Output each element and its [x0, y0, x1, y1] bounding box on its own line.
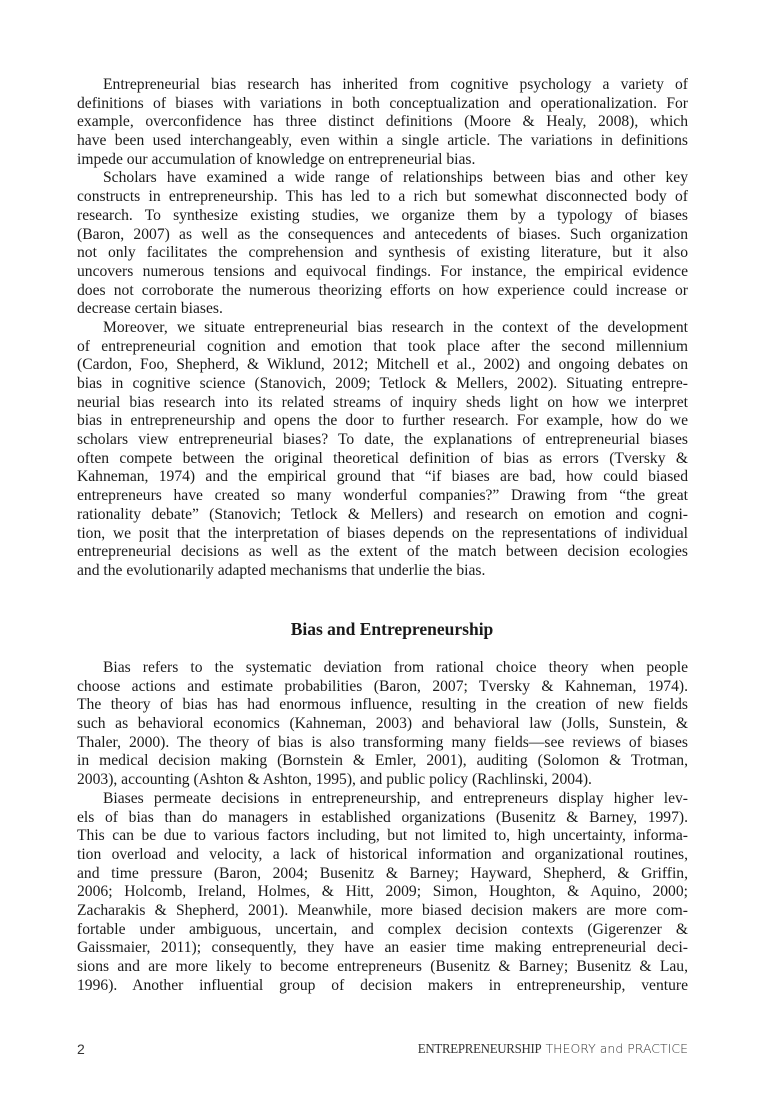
text-line: and time pressure (Baron, 2004; Busenitz & Barney; Hayward, Shepherd, & Griffin,	[77, 864, 688, 882]
text-line: example, overconfidence has three distinct definitions (Moore & Healy, 2008), which	[77, 113, 688, 131]
text-line: entrepreneurs have created so many wonderful companies?” Drawing from “the great	[77, 487, 688, 505]
text-line: els of bias than do managers in established organizations (Busenitz & Barney, 1997).	[77, 808, 688, 826]
text-line: decrease certain biases.	[77, 300, 223, 318]
text-line: rationality debate” (Stanovich; Tetlock & Mellers) and research on emotion and cogni-	[77, 505, 688, 523]
text-line: sions and are more likely to become entrepreneurs (Busenitz & Barney; Busenitz & Lau,	[77, 958, 688, 975]
paragraph	[77, 790, 688, 996]
journal-name-bold: ENTREPRENEURSHIP	[417, 1042, 542, 1057]
text-line: (Cardon, Foo, Shepherd, & Wiklund, 2012; Mitchell et al., 2002) and ongoing debates on	[77, 356, 688, 374]
text-line: Thaler, 2000). The theory of bias is also transforming many fields—see reviews of biases	[77, 733, 688, 751]
body-text-before-heading	[77, 76, 688, 581]
text-line: entrepreneurial decisions as well as the extent of the match between decision ecologies	[77, 543, 688, 561]
text-line: bias in entrepreneurship and opens the door to further research. For example, how do we	[77, 412, 688, 430]
text-line: and the evolutionarily adapted mechanisms that underlie the bias.	[77, 561, 486, 579]
text-line: This can be due to various factors including, but not limited to, high uncertainty, informa-	[77, 827, 688, 845]
paragraph	[77, 659, 688, 790]
text-line: constructs in entrepreneurship. This has led to a rich but somewhat disconnected body of	[77, 188, 688, 206]
text-line: (Baron, 2007) as well as the consequences and antecedents of biases. Such organization	[77, 225, 688, 243]
text-line: 1996). Another influential group of decision makers in entrepreneurship, venture	[77, 976, 688, 994]
text-line: uncovers numerous tensions and equivocal findings. For instance, the empirical evidence	[77, 262, 688, 280]
text-line: does not corroborate the numerous theorizing efforts on how experience could increase or	[77, 281, 688, 299]
text-line: Kahneman, 1974) and the empirical ground that “if biases are bad, how could biased	[77, 468, 688, 486]
journal-name	[407, 1041, 688, 1058]
text-line: not only facilitates the comprehension and synthesis of existing literature, but it also	[77, 244, 688, 262]
text-line: Bias refers to the systematic deviation from rational choice theory when people	[103, 659, 688, 676]
text-line: Biases permeate decisions in entrepreneurship, and entrepreneurs display higher lev-	[103, 789, 688, 807]
text-line: tion overload and velocity, a lack of historical information and organizational routines,	[77, 845, 688, 863]
text-line: scholars view entrepreneurial biases? To date, the explanations of entrepreneurial biases	[77, 431, 688, 449]
paragraph	[77, 319, 688, 581]
paragraph	[77, 169, 688, 319]
text-line: Gaissmaier, 2011); consequently, they have an easier time making entrepreneurial deci-	[77, 939, 688, 957]
text-line: research. To synthesize existing studies, we organize them by a typology of biases	[77, 206, 688, 224]
text-line: The theory of bias has had enormous influence, resulting in the creation of new fields	[77, 696, 688, 714]
journal-name-rest: THEORY and PRACTICE	[541, 1041, 688, 1056]
page-footer	[77, 1041, 688, 1061]
text-line: such as behavioral economics (Kahneman, 2003) and behavioral law (Jolls, Sunstein, &	[77, 715, 688, 733]
text-line: neurial bias research into its related streams of inquiry sheds light on how we interpret	[77, 393, 688, 411]
paragraph	[77, 76, 688, 169]
section-heading: Bias and Entrepreneurship	[290, 619, 494, 639]
text-line: of entrepreneurial cognition and emotion that took place after the second millennium	[77, 337, 688, 355]
text-line: 2006; Holcomb, Ireland, Holmes, & Hitt, 2009; Simon, Houghton, & Aquino, 2000;	[77, 883, 688, 901]
body-text-after-heading	[77, 659, 688, 995]
text-line: often compete between the original theoretical definition of bias as errors (Tversky &	[77, 449, 688, 467]
text-line: tion, we posit that the interpretation of biases depends on the representations of individual	[77, 524, 688, 542]
text-line: fortable under ambiguous, uncertain, and complex decision contexts (Gigerenzer &	[77, 920, 688, 938]
text-line: impede our accumulation of knowledge on entrepreneurial bias.	[77, 150, 476, 168]
text-line: bias in cognitive science (Stanovich, 2009; Tetlock & Mellers, 2002). Situating entrepre-	[77, 375, 688, 392]
text-line: Entrepreneurial bias research has inherited from cognitive psychology a variety of	[103, 76, 688, 93]
text-line: Moreover, we situate entrepreneurial bias research in the context of the development	[103, 318, 688, 336]
text-line: have been used interchangeably, even within a single article. The variations in definitions	[77, 132, 688, 150]
text-line: Zacharakis & Shepherd, 2001). Meanwhile, more biased decision makers are more com-	[77, 901, 688, 919]
text-line: Scholars have examined a wide range of relationships between bias and other key	[103, 169, 688, 187]
text-line: definitions of biases with variations in both conceptualization and operationalization. For	[77, 94, 688, 112]
text-line: choose actions and estimate probabilities (Baron, 2007; Tversky & Kahneman, 1974).	[77, 677, 688, 695]
text-line: in medical decision making (Bornstein & Emler, 2001), auditing (Solomon & Trotman,	[77, 752, 688, 770]
page-number: 2	[77, 1041, 85, 1057]
text-line: 2003), accounting (Ashton & Ashton, 1995), and public policy (Rachlinski, 2004).	[77, 771, 592, 789]
